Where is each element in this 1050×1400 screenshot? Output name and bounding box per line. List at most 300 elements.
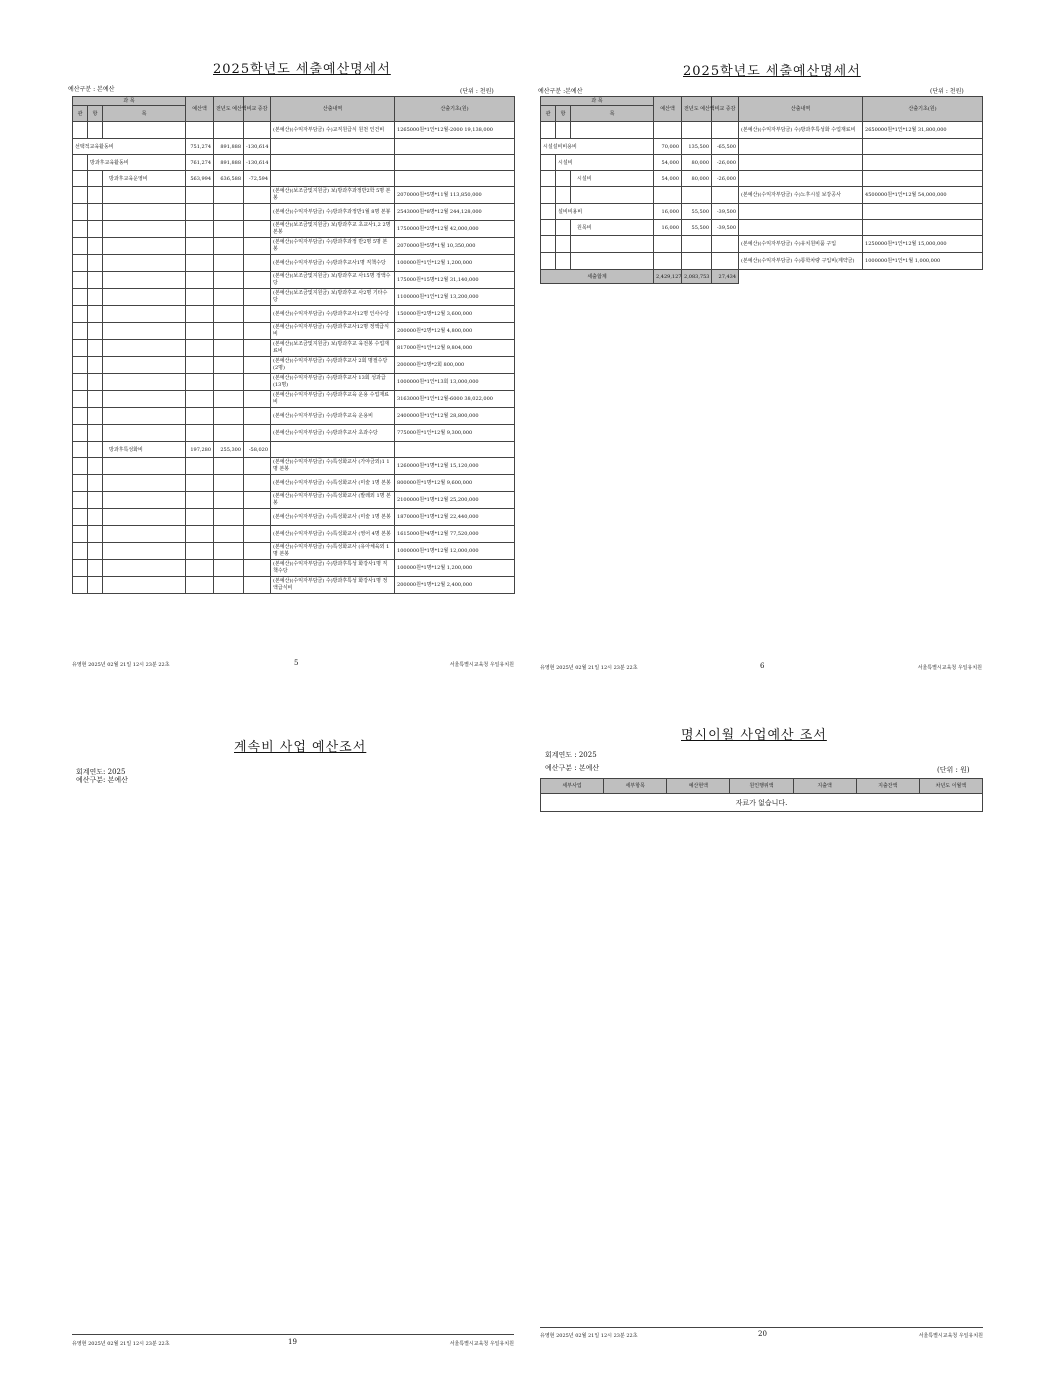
mok-cell — [103, 577, 186, 594]
basis-cell: 4500000원*1인*12월 54,000,000 — [863, 187, 983, 204]
hang-cell — [88, 374, 103, 391]
budget-row — [73, 475, 515, 492]
mok-cell — [103, 272, 186, 289]
gwan-cell — [73, 458, 88, 475]
mok-cell — [571, 187, 654, 204]
diff-cell: -26,000 — [712, 171, 739, 187]
hang-cell — [88, 560, 103, 577]
detail-cell: (본예산)(수익자부담금) 수)방과후과정반1월 8명 본봉 — [271, 204, 395, 221]
diff-cell — [244, 238, 271, 255]
basis-cell: 2543000원*8명*12월 244,128,000 — [395, 204, 515, 221]
hang-cell — [88, 204, 103, 221]
detail-cell: (본예산)(보조금및지원금) 보)방과후교 초교사1,2 2명 본봉 — [271, 221, 395, 238]
budget-cell — [186, 289, 214, 306]
prev-budget-cell — [214, 272, 244, 289]
hang-cell — [88, 289, 103, 306]
diff-cell: -39,500 — [712, 204, 739, 220]
budget-row — [541, 187, 983, 204]
detail-cell — [739, 220, 863, 236]
page-5-budget-table — [72, 96, 515, 594]
prev-budget-cell: 80,000 — [682, 155, 712, 171]
prev-budget-cell — [214, 391, 244, 408]
mok-cell — [103, 255, 186, 272]
hang-cell — [88, 391, 103, 408]
detail-cell — [271, 171, 395, 187]
gwan-cell — [541, 253, 556, 270]
basis-cell: 200000원*2명*2회 800,000 — [395, 357, 515, 374]
detail-cell: (본예산)(수익자부담금) 수)방과후교사12명 정액급식비 — [271, 323, 395, 340]
basis-cell: 100000원*1인*12월 1,200,000 — [395, 255, 515, 272]
prev-budget-cell — [214, 204, 244, 221]
budget-row — [73, 323, 515, 340]
hang-cell — [88, 306, 103, 323]
header-gwan: 관 — [541, 106, 556, 122]
budget-cell — [186, 221, 214, 238]
page-number: 6 — [760, 662, 765, 670]
hang-cell — [88, 238, 103, 255]
diff-cell — [244, 526, 271, 543]
gwan-cell — [73, 526, 88, 543]
diff-cell — [244, 475, 271, 492]
basis-cell: 1000000원*1인*1월 1,000,000 — [863, 253, 983, 270]
budget-cell: 70,000 — [654, 139, 682, 155]
gwan-cell — [541, 155, 556, 171]
gwan-cell — [73, 543, 88, 560]
page-number: 5 — [294, 659, 299, 667]
budget-row — [73, 238, 515, 255]
page-5-title: 2025학년도 세출예산명세서 — [213, 62, 391, 77]
diff-cell: -130,614 — [244, 155, 271, 171]
diff-cell — [244, 122, 271, 139]
basis-cell: 2650000원*1인*12월 31,800,000 — [863, 122, 983, 139]
basis-cell: 2400000원*1인*12월 28,800,000 — [395, 408, 515, 425]
gwan-cell — [73, 509, 88, 526]
gwan-cell — [73, 171, 88, 187]
prev-budget-cell — [214, 357, 244, 374]
account-name: 방과후특성화비 — [103, 442, 186, 458]
header-basis: 산출기초(원) — [395, 97, 515, 122]
prev-budget-cell — [682, 122, 712, 139]
header-commitment: 원인행위액 — [730, 779, 793, 794]
gwan-cell — [73, 255, 88, 272]
budget-row — [541, 253, 983, 270]
detail-cell — [739, 139, 863, 155]
budget-row — [541, 139, 983, 155]
header-gwan: 관 — [73, 106, 88, 122]
budget-row — [73, 187, 515, 204]
header-budget-current: 예산현액 — [667, 779, 730, 794]
gwan-cell — [73, 408, 88, 425]
budget-cell: 563,994 — [186, 171, 214, 187]
prev-budget-cell — [214, 408, 244, 425]
basis-cell: 2070000원*5명*1월 10,350,000 — [395, 238, 515, 255]
basis-cell: 2070000원*5명*11월 113,850,000 — [395, 187, 515, 204]
budget-row — [73, 458, 515, 475]
budget-row — [73, 374, 515, 391]
detail-cell: (본예산)(수익자부담금) 수)노후시설 보강공사 — [739, 187, 863, 204]
diff-cell — [712, 122, 739, 139]
diff-cell — [244, 272, 271, 289]
basis-cell: 1100000원*1인*12월 13,200,000 — [395, 289, 515, 306]
detail-cell — [271, 155, 395, 171]
budget-row — [541, 204, 983, 220]
hang-cell — [88, 357, 103, 374]
budget-cell: 16,000 — [654, 220, 682, 236]
prev-budget-cell — [214, 374, 244, 391]
mok-cell — [103, 543, 186, 560]
prev-budget-cell — [214, 560, 244, 577]
page-19-fiscal-year: 회계연도: 2025 — [76, 768, 126, 776]
mok-cell — [103, 408, 186, 425]
budget-cell — [654, 236, 682, 253]
detail-cell: (본예산)(보조금및지원금) 보)방과후과정반2학 5명 본봉 — [271, 187, 395, 204]
page-19-footer — [72, 1340, 514, 1350]
budget-row — [73, 155, 515, 171]
detail-cell: (본예산)(수익자부담금) 수)방과후특성화 수업재료비 — [739, 122, 863, 139]
header-gwamok: 과 목 — [73, 97, 186, 106]
header-mok: 목 — [103, 106, 186, 122]
header-hang: 항 — [88, 106, 103, 122]
mok-cell — [103, 340, 186, 357]
header-prev-budget: 전년도 예산액 — [682, 97, 712, 122]
basis-cell: 1615000원*4명*12월 77,520,000 — [395, 526, 515, 543]
page-6-budget-table — [540, 96, 983, 284]
prev-budget-cell — [214, 458, 244, 475]
detail-cell: (본예산)(수익자부담금) 수)특성화교사 (발레외 1명 본봉 — [271, 492, 395, 509]
basis-cell: 200000원*2명*12월 4,800,000 — [395, 323, 515, 340]
budget-cell — [186, 187, 214, 204]
budget-row — [73, 306, 515, 323]
budget-cell — [186, 357, 214, 374]
header-detail: 산출내역 — [271, 97, 395, 122]
budget-cell — [186, 374, 214, 391]
footer-timestamp: 유영현 2025년 02월 21일 12시 23분 22초 — [540, 1333, 638, 1339]
gwan-cell — [73, 155, 88, 171]
page-number: 19 — [288, 1338, 297, 1346]
header-detail-item: 세부항목 — [604, 779, 667, 794]
page-20-budget-type: 예산구분 : 본예산 — [545, 764, 600, 772]
budget-row — [73, 391, 515, 408]
budget-cell: 197,280 — [186, 442, 214, 458]
hang-cell — [88, 272, 103, 289]
diff-cell: -65,500 — [712, 139, 739, 155]
gwan-cell — [73, 357, 88, 374]
budget-row — [541, 171, 983, 187]
diff-cell — [244, 391, 271, 408]
prev-budget-cell: 891,888 — [214, 139, 244, 155]
account-name: 방과후교육운영비 — [103, 171, 186, 187]
prev-budget-cell — [214, 306, 244, 323]
empty-message: 자료가 없습니다. — [541, 794, 983, 812]
gwan-cell — [541, 122, 556, 139]
gwan-cell — [73, 391, 88, 408]
budget-row — [73, 204, 515, 221]
budget-row — [73, 340, 515, 357]
budget-row — [541, 220, 983, 236]
budget-cell: 761,274 — [186, 155, 214, 171]
detail-cell: (본예산)(보조금및지원금) 보)방과후교 사15명 정액수당 — [271, 272, 395, 289]
basis-cell: 1250000원*1인*12월 15,000,000 — [863, 236, 983, 253]
gwan-cell — [73, 122, 88, 139]
prev-budget-cell: 891,888 — [214, 155, 244, 171]
page-20-carryover-table — [540, 778, 983, 812]
diff-cell — [244, 221, 271, 238]
page-6-unit: (단위 : 천원) — [930, 88, 964, 95]
budget-row — [73, 122, 515, 139]
diff-cell — [244, 492, 271, 509]
diff-cell — [244, 408, 271, 425]
basis-cell: 1260000원*1명*12월 15,120,000 — [395, 458, 515, 475]
prev-budget-cell: 636,588 — [214, 171, 244, 187]
footer-org: 서울특별시교육청 우일유치원 — [917, 665, 982, 671]
prev-budget-cell — [214, 425, 244, 442]
prev-budget-cell — [214, 475, 244, 492]
header-expenditure: 지출액 — [793, 779, 856, 794]
budget-row — [73, 255, 515, 272]
basis-cell — [395, 155, 515, 171]
mok-cell — [103, 475, 186, 492]
diff-cell: -58,020 — [244, 442, 271, 458]
diff-cell: -72,594 — [244, 171, 271, 187]
mok-cell — [103, 289, 186, 306]
prev-budget-cell — [214, 323, 244, 340]
mok-cell — [571, 236, 654, 253]
header-gwamok: 과 목 — [541, 97, 654, 106]
diff-cell: -39,500 — [712, 220, 739, 236]
detail-cell: (본예산)(수익자부담금) 수)교직원급식 원천 인건비 — [271, 122, 395, 139]
budget-row — [541, 236, 983, 253]
budget-cell — [186, 323, 214, 340]
header-diff: 비교 증감 — [244, 97, 271, 122]
prev-budget-cell — [214, 526, 244, 543]
hang-cell — [556, 171, 571, 187]
hang-cell — [88, 255, 103, 272]
mok-cell — [103, 560, 186, 577]
gwan-cell — [73, 340, 88, 357]
prev-budget-cell: 55,500 — [682, 204, 712, 220]
budget-row — [73, 543, 515, 560]
budget-cell — [186, 509, 214, 526]
prev-budget-cell: 255,300 — [214, 442, 244, 458]
gwan-cell — [73, 323, 88, 340]
page-20-footer — [540, 1332, 983, 1342]
hang-cell — [88, 526, 103, 543]
prev-budget-cell — [214, 289, 244, 306]
mok-cell — [103, 391, 186, 408]
prev-budget-cell — [214, 543, 244, 560]
detail-cell: (본예산)(수익자부담금) 수)특성화교사 (미술 1명 본봉 — [271, 475, 395, 492]
page-20-footer-line — [540, 1327, 983, 1328]
mok-cell — [103, 187, 186, 204]
hang-cell — [88, 458, 103, 475]
prev-budget-cell: 135,500 — [682, 139, 712, 155]
detail-cell: (본예산)(수익자부담금) 수)방과후교사 13회 성과급(13명) — [271, 374, 395, 391]
footer-timestamp: 유영현 2025년 02월 21일 12시 23분 22초 — [540, 665, 638, 671]
hang-cell — [556, 236, 571, 253]
budget-row — [73, 509, 515, 526]
detail-cell: (본예산)(수익자부담금) 수)방과후교사 2회 명절수당(2명) — [271, 357, 395, 374]
mok-cell — [103, 221, 186, 238]
basis-cell — [863, 220, 983, 236]
diff-cell — [244, 425, 271, 442]
hang-cell — [88, 509, 103, 526]
page-5-footer — [72, 661, 514, 671]
basis-cell — [863, 139, 983, 155]
detail-cell: (본예산)(수익자부담금) 수)특성화교사 (가야금외)1 1명 본봉 — [271, 458, 395, 475]
page-5-unit: (단위 : 천원) — [460, 88, 494, 95]
footer-org: 서울특별시교육청 우일유치원 — [449, 1341, 514, 1347]
budget-row — [73, 560, 515, 577]
detail-cell: (본예산)(수익자부담금) 수)방과후과정 반2명 5명 본봉 — [271, 238, 395, 255]
diff-cell — [244, 204, 271, 221]
header-balance: 지출잔액 — [856, 779, 919, 794]
gwan-cell — [541, 204, 556, 220]
total-empty-2 — [863, 270, 983, 284]
gwan-cell — [73, 492, 88, 509]
total-diff: 27,434 — [712, 270, 739, 284]
gwan-cell — [73, 442, 88, 458]
budget-row — [73, 289, 515, 306]
account-name: 시설설비비용비 — [541, 139, 654, 155]
gwan-cell — [73, 221, 88, 238]
detail-cell: (본예산)(수익자부담금) 수)방과후교사1명 직책수당 — [271, 255, 395, 272]
hang-cell — [556, 187, 571, 204]
diff-cell — [244, 357, 271, 374]
diff-cell — [712, 187, 739, 204]
page-5-budget-type: 예산구분 : 본예산 — [68, 86, 115, 93]
detail-cell: (본예산)(수익자부담금) 수)방과후특성 화강사1명 직책수당 — [271, 560, 395, 577]
hang-cell — [88, 408, 103, 425]
budget-cell: 751,274 — [186, 139, 214, 155]
diff-cell — [244, 323, 271, 340]
budget-cell — [186, 340, 214, 357]
mok-cell — [103, 122, 186, 139]
account-name: 원목비 — [571, 220, 654, 236]
page-20-title: 명시이월 사업예산 조서 — [681, 728, 827, 743]
diff-cell — [244, 289, 271, 306]
mok-cell — [103, 492, 186, 509]
account-name: 설비비용비 — [556, 204, 654, 220]
basis-cell: 1000000원*1인*13회 13,000,000 — [395, 374, 515, 391]
basis-cell — [395, 139, 515, 155]
basis-cell: 1870000원*1명*12월 22,440,000 — [395, 509, 515, 526]
header-budget: 예산액 — [186, 97, 214, 122]
gwan-cell — [73, 306, 88, 323]
budget-cell — [186, 238, 214, 255]
gwan-cell — [73, 374, 88, 391]
basis-cell: 800000원*1명*12월 9,600,000 — [395, 475, 515, 492]
prev-budget-cell — [682, 253, 712, 270]
prev-budget-cell: 55,500 — [682, 220, 712, 236]
detail-cell: (본예산)(수익자부담금) 수)특성화교사 (영어 4명 본봉 — [271, 526, 395, 543]
header-basis: 산출기초(원) — [863, 97, 983, 122]
budget-row — [73, 492, 515, 509]
hang-cell — [88, 171, 103, 187]
budget-row — [73, 526, 515, 543]
budget-row — [73, 577, 515, 594]
basis-cell: 3163000원*1인*12월-6000 38,022,000 — [395, 391, 515, 408]
mok-cell — [103, 204, 186, 221]
basis-cell: 200000원*1명*12월 2,400,000 — [395, 577, 515, 594]
basis-cell: 175000원*15명*12월 31,140,000 — [395, 272, 515, 289]
diff-cell — [244, 306, 271, 323]
account-name: 방과후교육활동비 — [88, 155, 186, 171]
diff-cell: -130,614 — [244, 139, 271, 155]
page-6-budget-type: 예산구분 :본예산 — [538, 88, 583, 95]
header-mok: 목 — [571, 106, 654, 122]
gwan-cell — [73, 475, 88, 492]
detail-cell: (본예산)(수익자부담금) 수)통학차량 구입비(계약금) — [739, 253, 863, 270]
prev-budget-cell — [214, 577, 244, 594]
budget-row — [73, 221, 515, 238]
gwan-cell — [73, 577, 88, 594]
budget-row — [73, 171, 515, 187]
mok-cell — [103, 374, 186, 391]
account-name: 시설비 — [571, 171, 654, 187]
budget-cell — [186, 255, 214, 272]
hang-cell — [88, 475, 103, 492]
detail-cell: (본예산)(수익자부담금) 수)특성화교사 (미술 1명 본봉 — [271, 509, 395, 526]
budget-cell — [186, 122, 214, 139]
page-19-footer-line — [72, 1334, 514, 1335]
budget-cell — [186, 543, 214, 560]
total-row — [541, 270, 983, 284]
basis-cell — [395, 442, 515, 458]
page-19-title: 계속비 사업 예산조서 — [234, 740, 367, 755]
detail-cell — [739, 171, 863, 187]
page-20-unit: (단위 : 원) — [937, 766, 970, 774]
hang-cell — [88, 122, 103, 139]
budget-row — [73, 442, 515, 458]
gwan-cell — [541, 220, 556, 236]
basis-cell: 1000000원*1명*12월 12,000,000 — [395, 543, 515, 560]
budget-cell — [654, 122, 682, 139]
basis-cell — [395, 171, 515, 187]
mok-cell — [103, 509, 186, 526]
budget-cell — [654, 253, 682, 270]
basis-cell: 100000원*1명*12월 1,200,000 — [395, 560, 515, 577]
detail-cell — [271, 442, 395, 458]
prev-budget-cell — [214, 255, 244, 272]
hang-cell — [88, 323, 103, 340]
detail-cell: (본예산)(수익자부담금) 수)방과후교사 초과수당 — [271, 425, 395, 442]
basis-cell — [863, 171, 983, 187]
budget-cell — [186, 204, 214, 221]
diff-cell — [244, 577, 271, 594]
gwan-cell — [541, 187, 556, 204]
gwan-cell — [73, 272, 88, 289]
diff-cell — [244, 509, 271, 526]
hang-cell — [88, 442, 103, 458]
mok-cell — [103, 458, 186, 475]
basis-cell: 775000원*1인*12월 9,300,000 — [395, 425, 515, 442]
prev-budget-cell — [214, 221, 244, 238]
diff-cell — [244, 374, 271, 391]
diff-cell — [244, 340, 271, 357]
prev-budget-cell — [214, 122, 244, 139]
hang-cell — [88, 492, 103, 509]
total-prev: 2,083,753 — [682, 270, 712, 284]
budget-row — [73, 425, 515, 442]
hang-cell — [88, 221, 103, 238]
diff-cell — [712, 236, 739, 253]
hang-cell — [88, 577, 103, 594]
budget-cell — [186, 408, 214, 425]
budget-cell — [186, 391, 214, 408]
detail-cell: (본예산)(수익자부담금) 수)방과후교사12명 인사수당 — [271, 306, 395, 323]
mok-cell — [103, 306, 186, 323]
diff-cell — [244, 255, 271, 272]
